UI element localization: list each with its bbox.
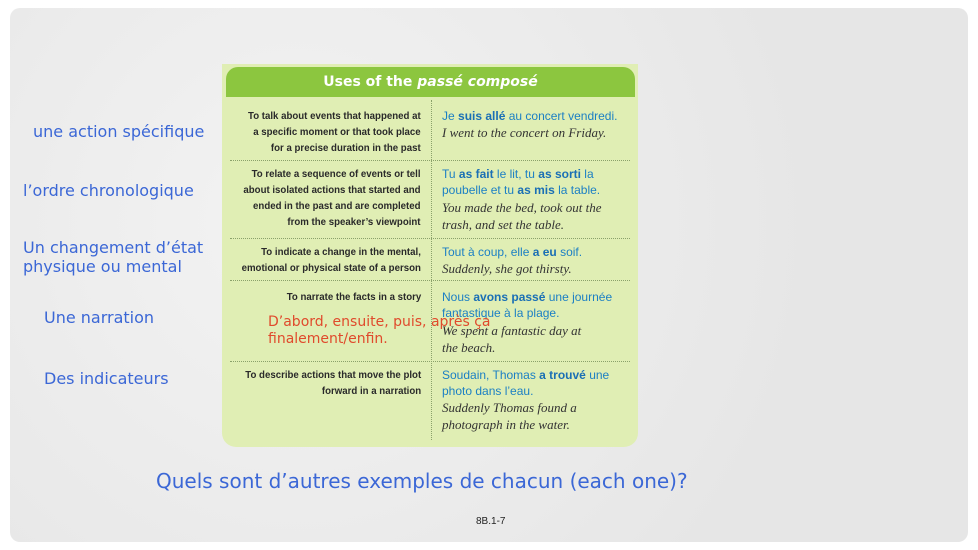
table-title-prefix: Uses of the	[323, 74, 418, 90]
label-narration: Une narration	[44, 308, 155, 327]
label-action-specifique: une action spécifique	[33, 122, 205, 141]
row2-example: Tu as fait le lit, tu as sorti la poubelle et tu as mis la table.	[442, 167, 601, 197]
row-divider	[230, 280, 630, 281]
row1-example: Je suis allé au concert vendredi.	[442, 109, 618, 123]
row5-description: To describe actions that move the plot forward in a narration	[245, 369, 421, 397]
label-changement-etat-2: physique ou mental	[23, 257, 182, 276]
row3-translation: Suddenly, she got thirsty.	[442, 261, 572, 276]
label-changement-etat-1: Un changement d’état	[23, 238, 204, 257]
row3-example: Tout à coup, elle a eu soif.	[442, 245, 583, 259]
label-ordre-chronologique: l’ordre chronologique	[23, 181, 194, 200]
row4-example: Nous avons passé une journée fantastique à la plage.	[442, 290, 613, 320]
row-divider	[230, 238, 630, 239]
row4-translation: We spent a fantastic day at the beach.	[442, 323, 582, 355]
row2-translation: You made the bed, took out the trash, and set the table.	[442, 200, 602, 232]
table-title-italic: passé composé	[417, 74, 538, 90]
table-title	[226, 67, 635, 97]
row2-description: To relate a sequence of events or tell about isolated actions that started and ended in the past and are completed from the speaker’s viewpoint	[243, 168, 421, 228]
discussion-question: Quels sont d’autres exemples de chacun (each one)?	[156, 469, 688, 493]
column-divider	[431, 100, 432, 440]
slide-code: 8B.1-7	[476, 516, 506, 527]
row1-translation: I went to the concert on Friday.	[442, 125, 607, 140]
row1-description: To talk about events that happened at a specific moment or that took place for a precise duration in the past	[248, 110, 421, 154]
row3-description: To indicate a change in the mental, emotional or physical state of a person	[241, 246, 421, 274]
row4-description: To narrate the facts in a story	[286, 291, 421, 303]
row-divider	[230, 160, 630, 161]
row5-translation: Suddenly Thomas found a photograph in the water.	[442, 400, 577, 432]
sequence-words-annotation: D’abord, ensuite, puis, après ça finalement/enfin.	[268, 314, 491, 347]
row5-example: Soudain, Thomas a trouvé une photo dans l’eau.	[442, 368, 610, 398]
passe-compose-table	[222, 64, 638, 447]
label-indicateurs: Des indicateurs	[44, 369, 169, 388]
row-divider	[230, 361, 630, 362]
